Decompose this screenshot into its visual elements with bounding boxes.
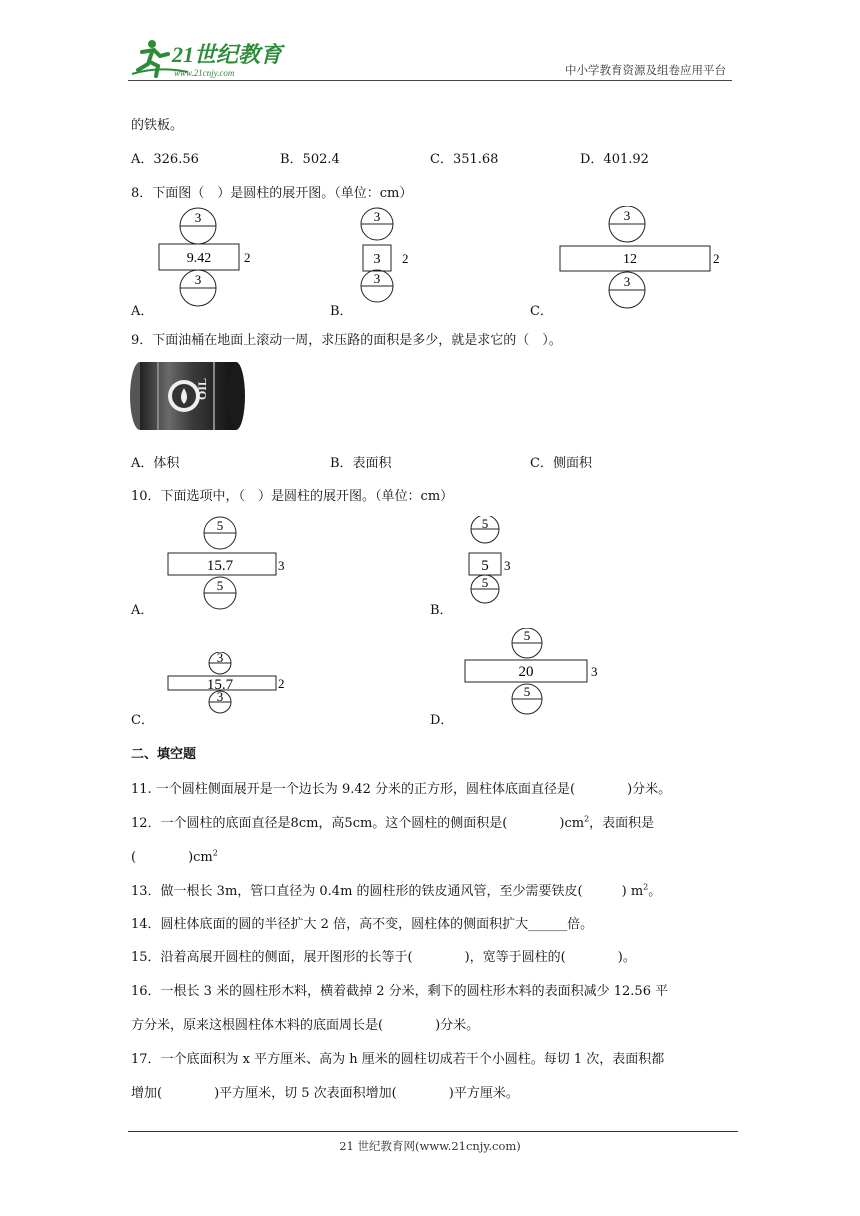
q7-option-c: C．351.68 — [430, 152, 499, 167]
q7-option-d: D．401.92 — [580, 152, 649, 167]
q10-b-circle-label: 5 — [481, 516, 489, 531]
q12-line1 — [131, 812, 654, 831]
q8-c-rect-label: 12 — [623, 252, 637, 267]
q8-b-rect-label: 3 — [373, 252, 381, 267]
q12-line2 — [131, 846, 218, 865]
q12-sup-2: 2 — [212, 848, 218, 858]
q8-a-circle-label: 3 — [194, 210, 202, 225]
q10-text: 10．下面选项中，（ ）是圆柱的展开图。（单位：cm） — [131, 489, 454, 504]
header-platform-text: 中小学教育资源及组卷应用平台 — [565, 63, 726, 77]
q10-d-circle-label: 5 — [523, 628, 531, 643]
footer-text: 21 世纪教育网(www.21cnjy.com) — [339, 1139, 521, 1153]
logo-url: www.21cnjy.com — [174, 68, 235, 78]
q10-a-circle-label: 5 — [216, 518, 224, 533]
q10-a-circle2-label: 5 — [216, 578, 224, 593]
q16-line1: 16．一根长 3 米的圆柱形木料，横着截掉 2 分米，剩下的圆柱形木料的表面积减少 12.56 平 — [131, 984, 669, 999]
q17-line2: 增加( )平方厘米，切 5 次表面积增加( )平方厘米。 — [131, 1086, 519, 1101]
q10-figure-d — [460, 628, 610, 718]
q8-label-a: A． — [131, 304, 154, 319]
q10-d-side-label: 3 — [591, 664, 598, 679]
q7-tail: 的铁板。 — [131, 118, 184, 133]
logo-text: 21世纪教育 — [172, 42, 283, 67]
q10-c-rect-label: 15.7 — [206, 677, 234, 693]
q8-a-circle2-label: 3 — [194, 272, 202, 287]
barrel-label: OIL — [195, 377, 209, 400]
q12-line2-text: ( )cm — [131, 850, 213, 865]
q9-option-b: B．表面积 — [330, 456, 392, 471]
q14-text: 14．圆柱体底面的圆的半径扩大 2 倍，高不变，圆柱体的侧面积扩大______倍。 — [131, 917, 594, 932]
q10-figure-b — [460, 516, 530, 612]
footer-divider — [128, 1131, 738, 1132]
q13-text — [131, 880, 661, 899]
q12-line1-b: ，表面积是 — [589, 816, 655, 831]
q10-b-rect-label: 5 — [481, 558, 489, 574]
q8-a-side-label: 2 — [244, 250, 251, 265]
q9-option-a: A．体积 — [131, 456, 180, 471]
q10-label-a: A． — [131, 603, 154, 618]
q8-c-side-label: 2 — [713, 251, 720, 266]
q15-text: 15．沿着高展开圆柱的侧面，展开图形的长等于( )，宽等于圆柱的( )。 — [131, 950, 636, 965]
q10-d-circle2-label: 5 — [523, 684, 531, 699]
q13-sup: 2 — [643, 882, 649, 892]
q8-label-c: C． — [530, 304, 553, 319]
q10-figure-c — [160, 652, 295, 716]
q8-b-circle2-label: 3 — [373, 271, 381, 286]
q8-figure-a — [150, 206, 260, 314]
q10-figure-a — [160, 516, 295, 612]
q9-option-c: C．侧面积 — [530, 456, 592, 471]
q8-b-side-label: 2 — [402, 251, 409, 266]
q13-main: 13．做一根长 3m，管口直径为 0.4m 的圆柱形的铁皮通风管，至少需要铁皮( ) m — [131, 884, 644, 899]
runner-logo-icon — [128, 36, 298, 80]
q10-b-circle2-label: 5 — [481, 575, 489, 590]
q8-c-circle2-label: 3 — [623, 274, 631, 289]
q10-c-circle-label: 3 — [216, 652, 224, 665]
site-logo — [128, 36, 298, 80]
q17-line1: 17．一个底面积为 x 平方厘米、高为 h 厘米的圆柱切成若干个小圆柱。每切 1 次，表面积都 — [131, 1052, 665, 1067]
q10-c-circle2-label: 3 — [216, 689, 224, 704]
q8-c-circle-label: 3 — [623, 208, 631, 223]
q12-line1-a: 12．一个圆柱的底面直径是8cm，高5cm。这个圆柱的侧面积是( )cm — [131, 816, 585, 831]
q11-text: 11. 一个圆柱侧面展开是一个边长为 9.42 分米的正方形，圆柱体底面直径是( )分米。 — [131, 782, 672, 797]
header-divider — [128, 80, 732, 81]
q8-a-rect-label: 9.42 — [186, 251, 212, 266]
q10-label-b: B． — [430, 603, 453, 618]
section-title-fill-blank: 二、填空题 — [131, 747, 197, 762]
q10-label-c: C． — [131, 713, 154, 728]
q7-option-a: A．326.56 — [131, 152, 199, 167]
oil-barrel-image — [128, 358, 248, 434]
q10-c-side-label: 2 — [278, 676, 285, 691]
q8-b-circle-label: 3 — [373, 209, 381, 224]
q16-line2: 方分米，原来这根圆柱体木料的底面周长是( )分米。 — [131, 1018, 480, 1033]
q8-figure-b — [350, 206, 430, 306]
q10-a-rect-label: 15.7 — [206, 558, 234, 574]
q10-a-side-label: 3 — [278, 558, 285, 573]
q8-figure-c — [555, 206, 730, 314]
q12-sup-1: 2 — [584, 814, 590, 824]
q13-tail: 。 — [648, 884, 662, 899]
q10-label-d: D． — [430, 713, 454, 728]
q10-d-rect-label: 20 — [518, 664, 534, 680]
q7-option-b: B．502.4 — [280, 152, 340, 167]
q8-text: 8．下面图（ ）是圆柱的展开图。（单位：cm） — [131, 186, 413, 201]
q10-b-side-label: 3 — [504, 558, 511, 573]
q9-text: 9．下面油桶在地面上滚动一周，求压路的面积是多少，就是求它的（ ）。 — [131, 333, 562, 348]
q8-label-b: B． — [330, 304, 353, 319]
